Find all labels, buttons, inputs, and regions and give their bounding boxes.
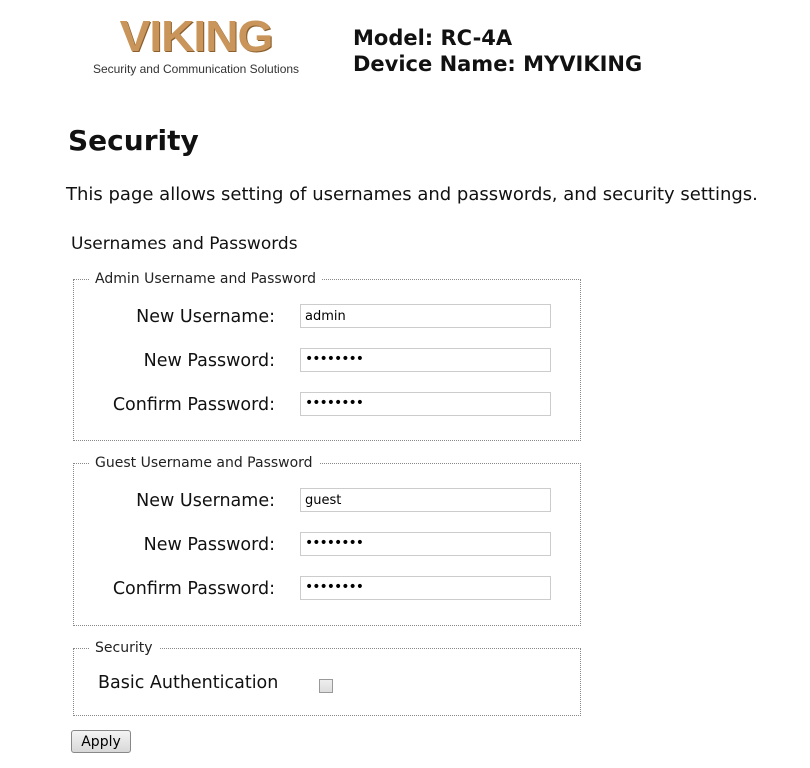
logo-tagline: Security and Communication Solutions: [92, 62, 300, 76]
admin-fieldset: [73, 271, 581, 441]
guest-password-input[interactable]: ••••••••: [300, 532, 551, 556]
admin-password-label: New Password:: [143, 351, 275, 371]
admin-password-input[interactable]: ••••••••: [300, 348, 551, 372]
section-title: Usernames and Passwords: [71, 234, 298, 254]
page-description: This page allows setting of usernames and passwords, and security settings.: [66, 184, 758, 205]
device-name-label: Device Name: MYVIKING: [353, 52, 643, 76]
security-fieldset: [73, 640, 581, 716]
security-legend: Security: [89, 640, 159, 656]
model-label: Model: RC-4A: [353, 26, 513, 50]
basic-auth-checkbox[interactable]: [319, 679, 333, 693]
guest-confirm-input[interactable]: ••••••••: [300, 576, 551, 600]
guest-fieldset: [73, 455, 581, 626]
apply-button[interactable]: Apply: [71, 730, 131, 753]
basic-auth-label: Basic Authentication: [98, 673, 279, 693]
logo-wordmark: VIKING: [119, 12, 273, 61]
admin-username-input[interactable]: [300, 304, 551, 328]
admin-confirm-label: Confirm Password:: [112, 395, 275, 415]
guest-legend: Guest Username and Password: [89, 455, 319, 471]
admin-confirm-input[interactable]: ••••••••: [300, 392, 551, 416]
viking-logo: [86, 14, 306, 78]
guest-username-label: New Username:: [136, 491, 275, 511]
admin-legend: Admin Username and Password: [89, 271, 322, 287]
admin-username-label: New Username:: [136, 307, 275, 327]
guest-username-input[interactable]: [300, 488, 551, 512]
guest-password-label: New Password:: [143, 535, 275, 555]
page-title: Security: [68, 124, 199, 157]
guest-confirm-label: Confirm Password:: [112, 579, 275, 599]
